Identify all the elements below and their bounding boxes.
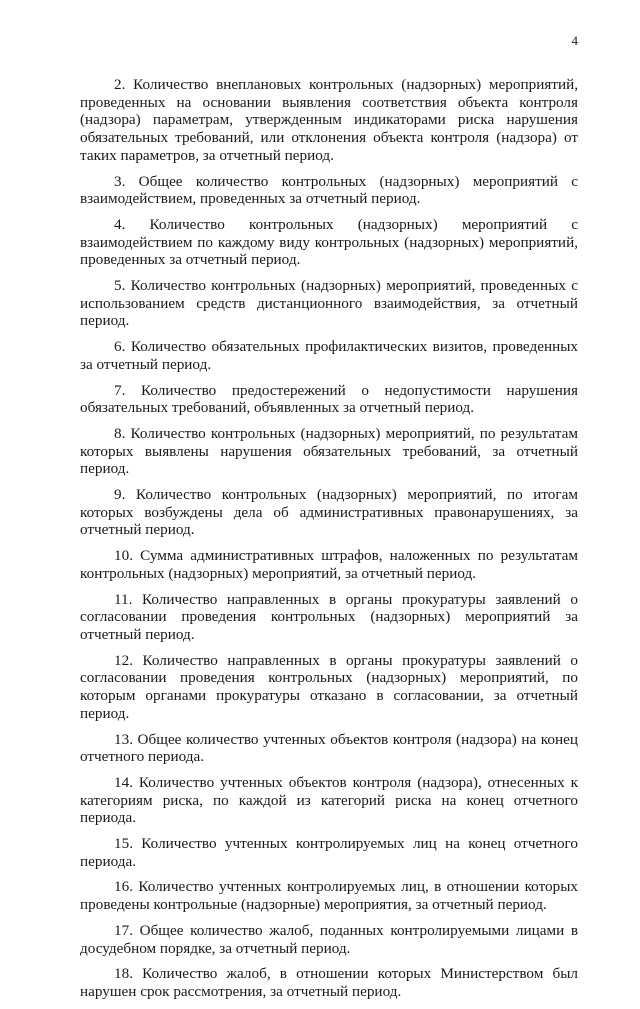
document-body: [80, 76, 578, 1009]
list-item: 9. Количество контрольных (надзорных) мероприятий, по итогам которых возбуждены дела об административных правонарушениях, за отчетный период.: [80, 486, 578, 539]
list-item: 5. Количество контрольных (надзорных) мероприятий, проведенных с использованием средств дистанционного взаимодействия, за отчетный период.: [80, 277, 578, 330]
list-item: 4. Количество контрольных (надзорных) мероприятий с взаимодействием по каждому виду контрольных (надзорных) мероприятий, проведенных за отчетный период.: [80, 215, 578, 269]
list-item: 15. Количество учтенных контролируемых лиц на конец отчетного периода.: [80, 835, 578, 870]
list-item: 18. Количество жалоб, в отношении которых Министерством был нарушен срок рассмотрения, за отчетный период.: [80, 965, 578, 1000]
list-item: 17. Общее количество жалоб, поданных контролируемыми лицами в досудебном порядке, за отчетный период.: [80, 921, 578, 957]
list-item: 7. Количество предостережений о недопустимости нарушения обязательных требований, объявленных за отчетный период.: [80, 381, 578, 417]
list-item: 6. Количество обязательных профилактических визитов, проведенных за отчетный период.: [80, 338, 578, 373]
list-item: 16. Количество учтенных контролируемых лиц, в отношении которых проведены контрольные (надзорные) мероприятия, за отчетный период.: [80, 878, 578, 914]
page-number: 4: [571, 33, 578, 48]
list-item: 3. Общее количество контрольных (надзорных) мероприятий с взаимодействием, проведенных за отчетный период.: [80, 172, 578, 208]
list-item: 8. Количество контрольных (надзорных) мероприятий, по результатам которых выявлены нарушения обязательных требований, за отчетный период.: [80, 424, 578, 478]
list-item: 14. Количество учтенных объектов контроля (надзора), отнесенных к категориям риска, по каждой из категорий риска на конец отчетного периода.: [80, 773, 578, 827]
list-item: 10. Сумма административных штрафов, наложенных по результатам контрольных (надзорных) мероприятий, за отчетный период.: [80, 547, 578, 582]
list-item: 12. Количество направленных в органы прокуратуры заявлений о согласовании проведения контрольных (надзорных) мероприятий, по которым органами прокуратуры отказано в согласовании, за отчетный период.: [80, 651, 578, 722]
list-item: 11. Количество направленных в органы прокуратуры заявлений о согласовании проведения контрольных (надзорных) мероприятий за отчетный период.: [80, 590, 578, 643]
list-item: 2. Количество внеплановых контрольных (надзорных) мероприятий, проведенных на основании выявления соответствия объекта контроля (надзора) параметрам, утвержденным индикаторами риска нарушения обязательных требований, или отклонения объекта контроля (надзора) от таких параметров, за отчетный период.: [80, 76, 578, 164]
list-item: 13. Общее количество учтенных объектов контроля (надзора) на конец отчетного периода.: [80, 730, 578, 766]
